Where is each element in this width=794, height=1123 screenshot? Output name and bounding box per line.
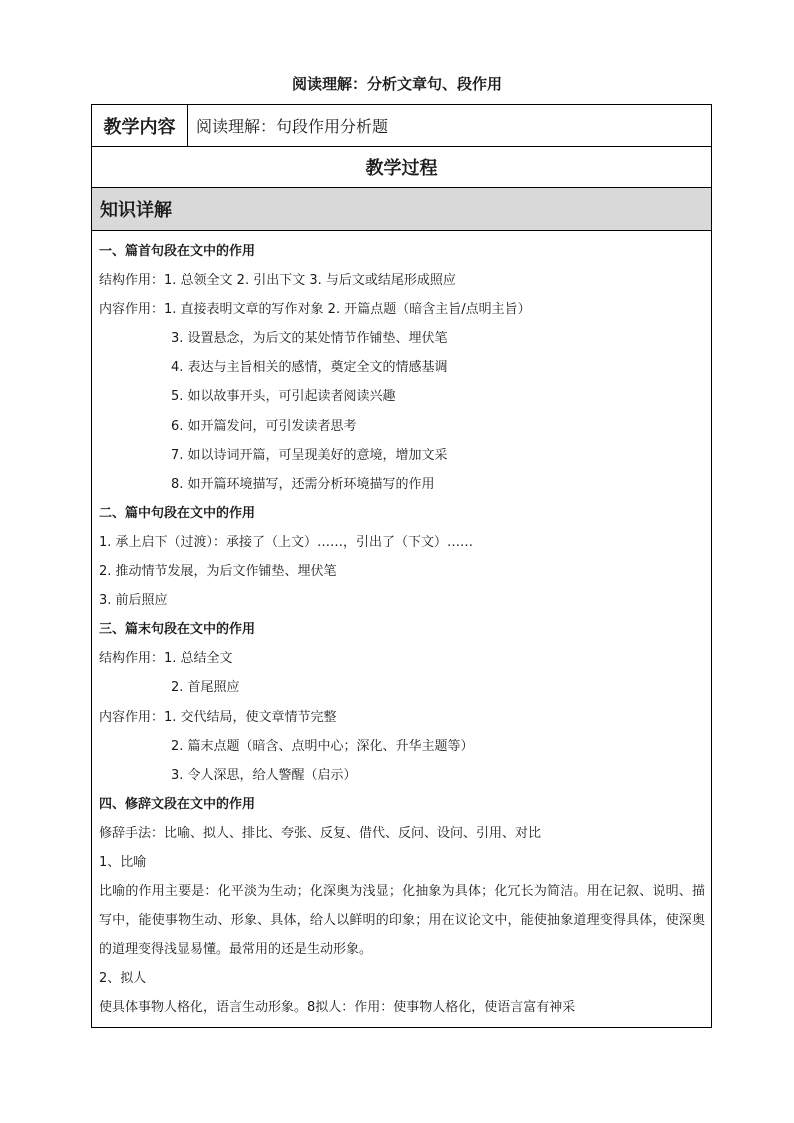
- body-row: [92, 231, 712, 1028]
- list-item: 8. 如开篇环境描写，还需分析环境描写的作用: [171, 476, 435, 492]
- list-item: 内容作用：1. 直接表明文章的写作对象 2. 开篇点题（暗含主旨/点明主旨）: [99, 302, 531, 318]
- section-heading-2: 二、篇中句段在文中的作用: [99, 505, 256, 521]
- list-item: 内容作用：1. 交代结局，使文章情节完整: [99, 709, 337, 725]
- knowledge-title: 知识详解: [92, 188, 712, 231]
- knowledge-row: [92, 188, 712, 231]
- list-item: 1、比喻: [99, 854, 147, 870]
- list-item: 使具体事物人格化，语言生动形象。8拟人：作用：使事物人格化，使语言富有神采: [99, 1000, 576, 1016]
- list-item: 4. 表达与主旨相关的感情，奠定全文的情感基调: [171, 360, 448, 376]
- list-item: 2. 首尾照应: [171, 680, 240, 696]
- content-label: 教学内容: [92, 105, 188, 147]
- list-item: 3. 设置悬念，为后文的某处情节作铺垫、埋伏笔: [171, 331, 448, 347]
- list-item: 6. 如开篇发问，可引发读者思考: [171, 418, 357, 434]
- knowledge-body: [92, 231, 712, 1028]
- list-item: 结构作用：1. 总结全文: [99, 651, 233, 667]
- section-heading-4: 四、修辞文段在文中的作用: [99, 796, 256, 812]
- process-row: [92, 147, 712, 188]
- list-item: 1. 承上启下（过渡）：承接了（上文）……，引出了（下文）……: [99, 534, 474, 550]
- content-value: 阅读理解：句段作用分析题: [188, 105, 712, 147]
- list-item: 2、拟人: [99, 971, 147, 987]
- header-row: [92, 105, 712, 147]
- section-heading-3: 三、篇末句段在文中的作用: [99, 622, 256, 638]
- list-item: 2. 推动情节发展，为后文作铺垫、埋伏笔: [99, 564, 337, 580]
- lesson-table: [91, 104, 712, 1028]
- list-item: 结构作用：1. 总领全文 2. 引出下文 3. 与后文或结尾形成照应: [99, 273, 456, 289]
- list-item: 修辞手法：比喻、拟人、排比、夸张、反复、借代、反问、设问、引用、对比: [99, 825, 542, 841]
- list-item: 3. 令人深思，给人警醒（启示）: [171, 767, 357, 783]
- page-title: 阅读理解：分析文章句、段作用: [291, 75, 502, 93]
- list-item: 2. 篇末点题（暗含、点明中心；深化、升华主题等）: [171, 738, 474, 754]
- list-item: 7. 如以诗词开篇，可呈现美好的意境，增加文采: [171, 447, 448, 463]
- section-heading-1: 一、篇首句段在文中的作用: [99, 244, 256, 259]
- list-item: 3. 前后照应: [99, 593, 168, 609]
- process-title: 教学过程: [92, 147, 712, 188]
- list-item: 5. 如以故事开头，可引起读者阅读兴趣: [171, 389, 396, 405]
- paragraph: 比喻的作用主要是：化平淡为生动；化深奥为浅显；化抽象为具体；化冗长为简洁。用在记叙、说明、描写中，能使事物生动、形象、具体，给人以鲜明的印象；用在议论文中，能使抽象道理变得具体，使深奥的道理变得浅显易懂。最常用的还是生动形象。: [99, 884, 705, 958]
